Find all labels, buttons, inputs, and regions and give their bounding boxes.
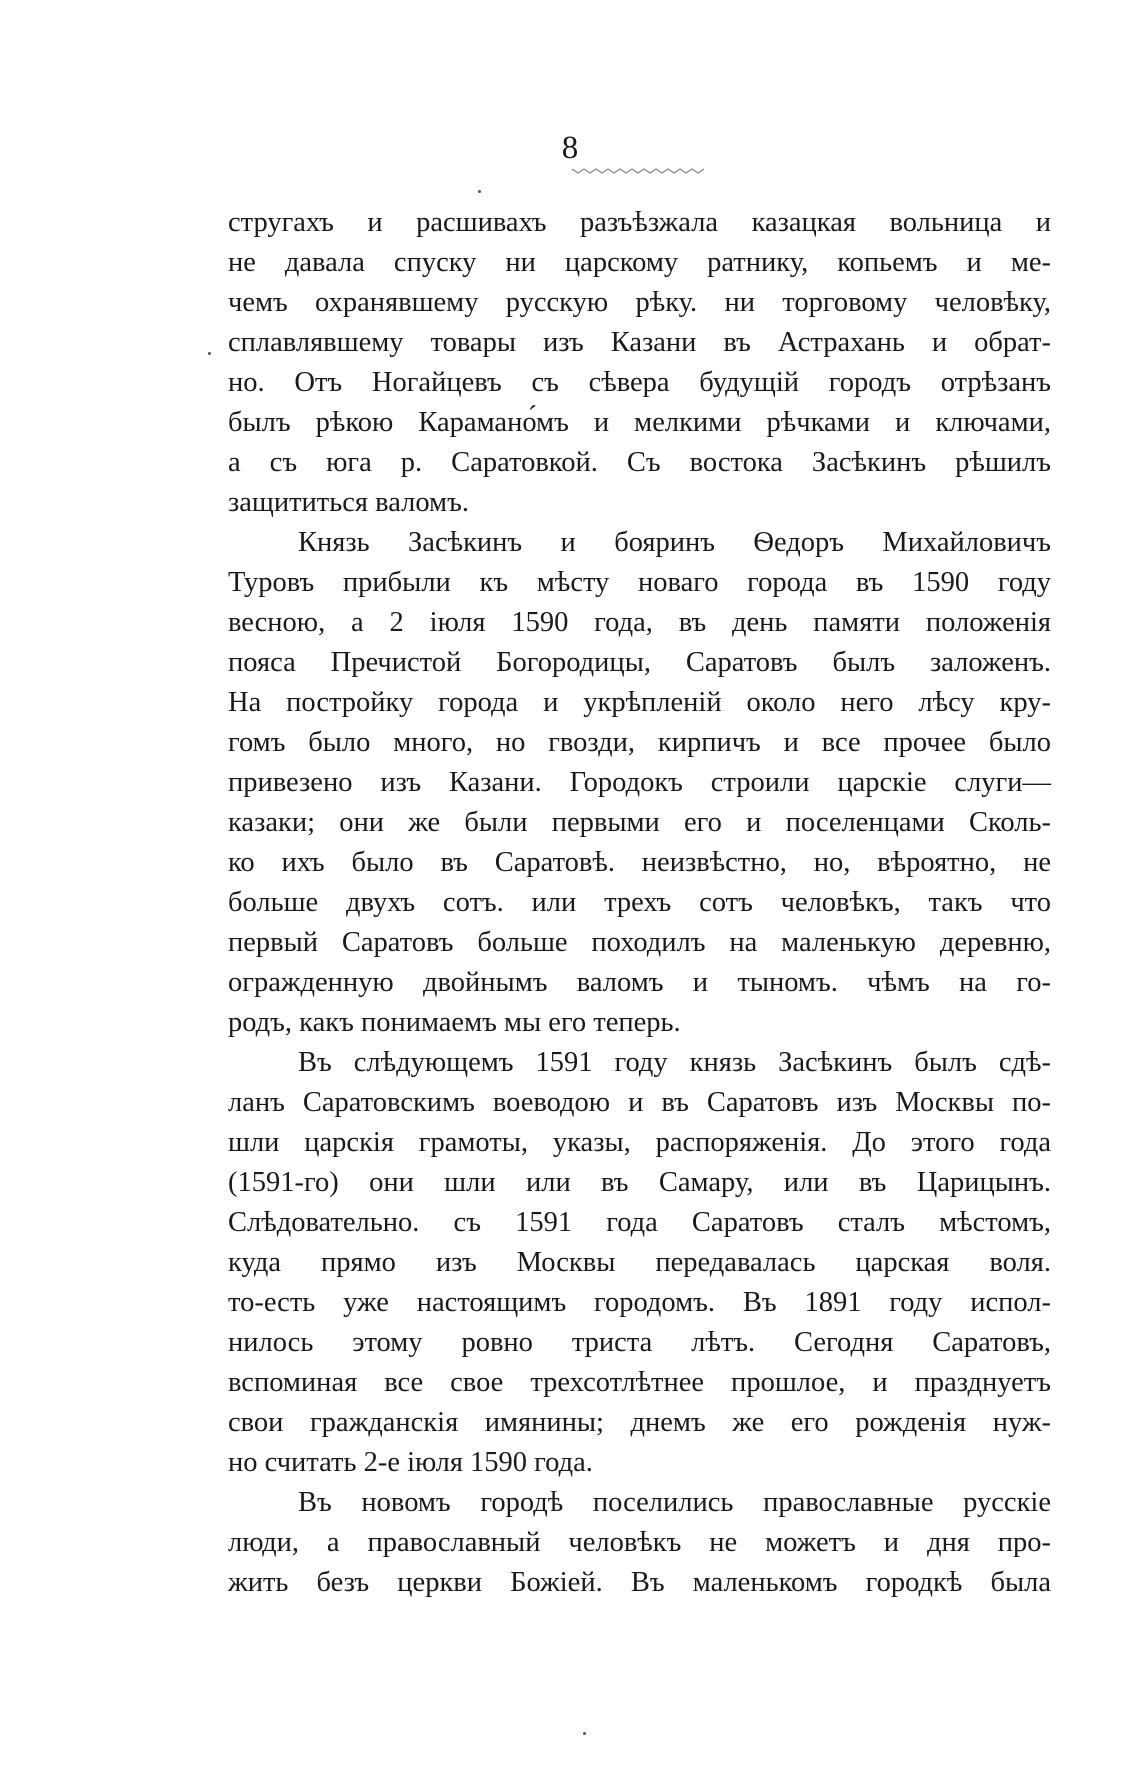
text-line: пояса Пречистой Богородицы, Саратовъ былъ заложенъ. bbox=[228, 647, 1051, 678]
text-line: жить безъ церкви Божіей. Въ маленькомъ городкѣ была bbox=[228, 1567, 1051, 1598]
text-line: куда прямо изъ Москвы передавалась царская воля. bbox=[228, 1247, 1051, 1278]
text-line: больше двухъ сотъ. или трехъ сотъ человѣкъ, такъ что bbox=[228, 887, 1051, 918]
text-line: привезено изъ Казани. Городокъ строили царскіе слуги— bbox=[228, 767, 1051, 798]
scan-speck bbox=[583, 1732, 586, 1735]
text-line: Туровъ прибыли къ мѣсту новаго города въ 1590 году bbox=[228, 567, 1051, 598]
text-line: свои гражданскія имянины; днемъ же его рожденія нуж- bbox=[228, 1407, 1051, 1438]
body-text bbox=[228, 203, 1051, 1603]
paragraph bbox=[228, 1043, 1051, 1483]
text-line: то-есть уже настоящимъ городомъ. Въ 1891 году испол- bbox=[228, 1287, 1051, 1318]
text-line: не давала спуску ни царскому ратнику, копьемъ и ме- bbox=[228, 247, 1051, 278]
text-line: люди, а православный человѣкъ не можетъ и дня про- bbox=[228, 1527, 1051, 1558]
text-line: но. Отъ Ногайцевъ съ сѣвера будущій городъ отрѣзанъ bbox=[228, 367, 1051, 398]
text-line: ланъ Саратовскимъ воеводою и въ Саратовъ изъ Москвы по- bbox=[228, 1087, 1051, 1118]
text-line: стругахъ и расшивахъ разъѣзжала казацкая вольница и bbox=[228, 207, 1051, 238]
text-line: казаки; они же были первыми его и поселенцами Сколь- bbox=[228, 807, 1051, 838]
text-line: шли царскія грамоты, указы, распоряженія. До этого года bbox=[228, 1127, 1051, 1158]
text-line: первый Саратовъ больше походилъ на маленькую деревню, bbox=[228, 927, 1051, 958]
text-line: вспоминая все свое трехсотлѣтнее прошлое, и празднуетъ bbox=[228, 1367, 1051, 1398]
text-line: Въ слѣдующемъ 1591 году князь Засѣкинъ былъ сдѣ- bbox=[298, 1047, 1051, 1078]
text-line: (1591-го) они шли или въ Самару, или въ Царицынъ. bbox=[228, 1167, 1051, 1198]
text-line: ко ихъ было въ Саратовѣ. неизвѣстно, но, вѣроятно, не bbox=[228, 847, 1051, 878]
wavy-rule-icon bbox=[570, 163, 710, 177]
text-line: но считать 2-е іюля 1590 года. bbox=[228, 1447, 593, 1478]
text-line: сплавлявшему товары изъ Казани въ Астрахань и обрат- bbox=[228, 327, 1051, 358]
text-line: огражденную двойнымъ валомъ и тыномъ. чѣмъ на го- bbox=[228, 967, 1051, 998]
scan-speck bbox=[208, 352, 211, 355]
text-line: родъ, какъ понимаемъ мы его теперь. bbox=[228, 1007, 681, 1038]
paragraph bbox=[228, 523, 1051, 1043]
text-line: Слѣдовательно. съ 1591 года Саратовъ сталъ мѣстомъ, bbox=[228, 1207, 1051, 1238]
paragraph bbox=[228, 203, 1051, 523]
scan-speck bbox=[478, 190, 481, 193]
text-line: нилось этому ровно триста лѣтъ. Сегодня Саратовъ, bbox=[228, 1327, 1051, 1358]
text-line: На постройку города и укрѣпленій около него лѣсу кру- bbox=[228, 687, 1051, 718]
text-line: чемъ охранявшему русскую рѣку. ни торговому человѣку, bbox=[228, 287, 1051, 318]
text-line: былъ рѣкою Карамано́мъ и мелкими рѣчками и ключами, bbox=[228, 407, 1051, 438]
paragraph bbox=[228, 1483, 1051, 1603]
page-number: 8 bbox=[561, 130, 579, 166]
text-line: гомъ было много, но гвозди, кирпичъ и все прочее было bbox=[228, 727, 1051, 758]
text-line: а съ юга р. Саратовкой. Съ востока Засѣкинъ рѣшилъ bbox=[228, 447, 1051, 478]
text-line: защититься валомъ. bbox=[228, 487, 469, 518]
text-line: Князь Засѣкинъ и бояринъ Ѳедоръ Михайловичъ bbox=[298, 527, 1051, 558]
text-line: Въ новомъ городѣ поселились православные русскіе bbox=[298, 1487, 1051, 1518]
text-line: весною, а 2 іюля 1590 года, въ день памяти положенія bbox=[228, 607, 1051, 638]
